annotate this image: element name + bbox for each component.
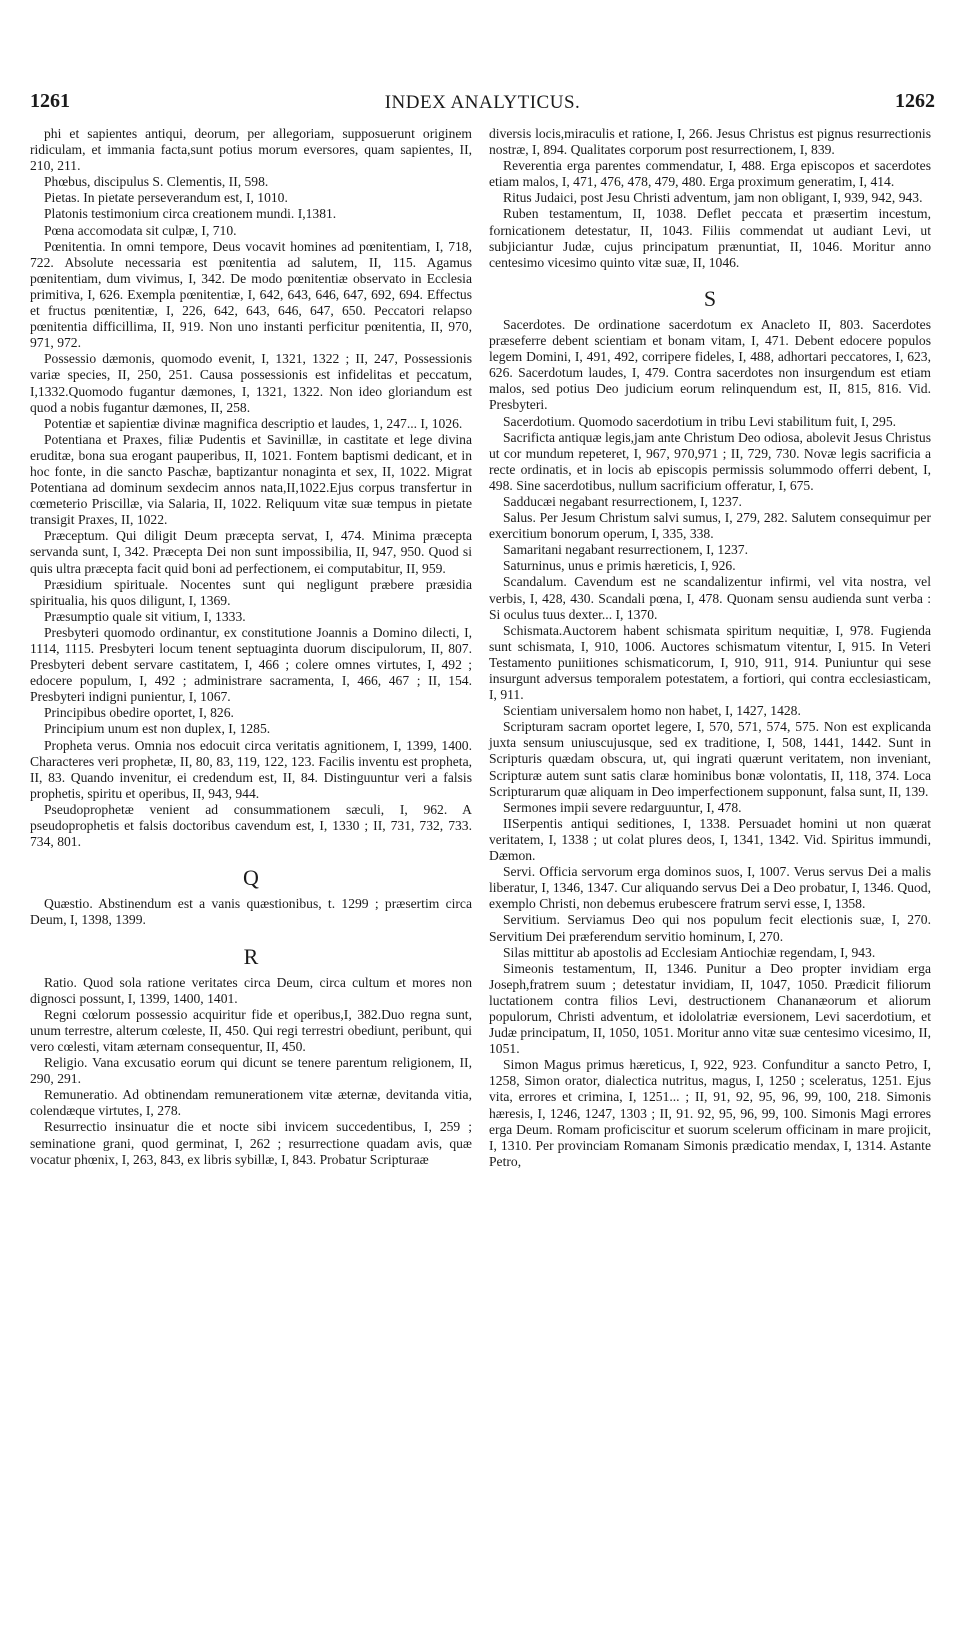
index-entry: Ruben testamentum, II, 1038. Deflet peccata et præsertim incestum, fornicationem detestatur, II, 1043. Filiis commendat ut audiant Levi, ut subjiciantur Judæ, cujus principatum prænuntiat, II, 1046. Moritur anno centesimo vicesimo quinto vitæ suæ, II, 1046. <box>489 206 931 270</box>
index-entry: Servitium. Serviamus Deo qui nos populum fecit electionis suæ, I, 270. Servitium Dei præferendum servitio hominum, I, 270. <box>489 912 931 944</box>
index-entry: Pseudoprophetæ venient ad consummationem sæculi, I, 962. A pseudoprophetis et falsis doctoribus cavendum est, I, 1330 ; II, 731, 732, 733. 734, 801. <box>30 801 472 850</box>
index-entry: Ritus Judaici, post Jesu Christi adventum, jam non obligant, I, 939, 942, 943. <box>503 190 923 206</box>
running-title: INDEX ANALYTICUS. <box>384 92 581 113</box>
running-header <box>30 90 935 116</box>
index-entry: Sermones impii severe redarguuntur, I, 478. <box>503 799 742 815</box>
index-entry: Possessio dæmonis, quomodo evenit, I, 1321, 1322 ; II, 247, Possessionis variæ species, II, 250, 251. Causa possessionis est infidelitas et peccatum, I,1332.Quomodo fugantur dæmones, I, 1321, 1322. Non ideo gloriandum est quod a nobis fugantur dæmones, II, 258. <box>30 351 472 415</box>
section-letter-q: Q <box>243 865 259 891</box>
section-letter-s: S <box>703 285 717 311</box>
index-entry: Pietas. In pietate perseverandum est, I, 1010. <box>44 190 288 206</box>
index-entry: Phœbus, discipulus S. Clementis, II, 598. <box>44 174 269 190</box>
index-entry-continued: diversis locis,miraculis et ratione, I, 266. Jesus Christus est pignus resurrectionis nostræ, I, 894. Qualitates corporum post resurrectionem, I, 839. <box>489 126 931 158</box>
index-entry: Silas mittitur ab apostolis ad Ecclesiam Antiochiæ regendam, I, 943. <box>503 944 876 960</box>
index-entry: Simon Magus primus hæreticus, I, 922, 923. Confunditur a sancto Petro, I, 1258, Simon orator, dialectica nutritus, magus, I, 1250 ; sceleratus, 1251. Ejus vita, errores et crimina, I, 1251... ; II, 91, 92, 95, 96, 99, 100, 218. Simonis hæresis, I, 1246, 1247, 1303 ; II, 91. 92, 95, 96, 99, 100. Simonis Magi errores erga Deum. Romam proficiscitur et suorum scelerum officinam in mare projicit, I, 1310. Per provinciam Romanam Simonis prædicatio mendax, I, 1314. Astante Petro, <box>489 1057 931 1169</box>
section-letter-r: R <box>243 943 259 969</box>
index-entry: Præsumptio quale sit vitium, I, 1333. <box>44 608 246 624</box>
index-entry: Scandalum. Cavendum est ne scandalizentur infirmi, vel vita nostra, vel verbis, I, 428, 430. Scandali pœna, I, 478. Quonam sensu audienda sunt verba : Si oculus tuus dexter... I, 1370. <box>489 574 931 622</box>
index-entry: Regni cœlorum possessio acquiritur fide et operibus,I, 382.Duo regna sunt, unum terrestre, alterum cœleste, II, 450. Qui regi terrestri obediunt, peribunt, qui vero cœlesti, vitam æternam consequentur, II, 450. <box>30 1006 472 1054</box>
page-number-right: 1262 <box>895 90 935 112</box>
entries-q <box>30 896 472 928</box>
index-entry: Sacerdotes. De ordinatione sacerdotum ex Anacleto II, 803. Sacerdotes præseferre debent scientiam et bonam vitam, I, 471. Debent edocere populos legem Domini, I, 491, 492, corripere fideles, I, 488, adhortari peccatores, I, 623, 626. Sacerdotum laudes, I, 479. Contra sacerdotes non insurgendum est etiam malos, sed potius Deo judicium eorum relinquendum est, II, 815, 816. Vid. Presbyteri. <box>489 316 931 413</box>
index-entry: Servi. Officia servorum erga dominos suos, I, 1007. Verus servus Dei a malis liberatur, I, 1346, 1347. Cur aliquando servus Dei a Deo probatur, I, 1346. Quod, exemplo Christi, non debemus erubescere fratrum servi esse, I, 1358. <box>489 864 931 912</box>
page-number-left: 1261 <box>30 90 70 112</box>
index-entry: Presbyteri quomodo ordinantur, ex constitutione Joannis a Domino dilecti, I, 1114, 1115. Presbyteri locum tenent septuaginta duorum discipulorum, II, 807. Presbyteri debent servare castitatem, I, 466 ; colere omnes virtutes, I, 492 ; edocere populum, I, 492 ; administrare sacramenta, I, 466, 467 ; II, 154. Presbyteri indigni punientur, I, 1067. <box>30 624 472 705</box>
index-entry: Principibus obedire oportet, I, 826. <box>44 705 234 721</box>
index-entry: Potentiæ et sapientiæ divinæ magnifica descriptio et laudes, 1, 247... I, 1026. <box>44 415 463 431</box>
index-entry: Pœna accomodata sit culpæ, I, 710. <box>44 222 237 238</box>
index-entry: Pœnitentia. In omni tempore, Deus vocavit homines ad pœnitentiam, I, 718, 722. Absolute necessaria est pœnitentia ad salutem, II, 115. Agamus pœnitentiam, dum vivimus, I, 342. De modo pœnitentiæ observato in Ecclesia primitiva, I, 626. Exempla pœnitentiæ, I, 642, 643, 646, 647, 692, 694. Effectus et fructus pœnitentiæ, I, 226, 642, 643, 646, 647, 650. Peccatori relapso pœnitentia difficillima, II, 919. Non uno instanti perficitur pœnitentia, II, 970, 971, 972. <box>30 238 472 351</box>
entries-r-continued <box>489 126 931 271</box>
index-entry: Potentiana et Praxes, filiæ Pudentis et Savinillæ, in castitate et lege divina eruditæ, bona sua erogant pauperibus, II, 1021. Fontem baptismi dedicant, et in hoc fonte, in die sancto Paschæ, baptizantur nonaginta et sex, II, 1022. Migrat Potentiana ad dominum sexdecim annos nata,II,1022.Ejus corpus transfertur in cœmeterio Priscillæ, via Salaria, II, 1022. Reliquum vitæ suæ tempus in pietate transigit Praxes, II, 1022. <box>30 431 472 528</box>
index-entry: Platonis testimonium circa creationem mundi. I,1381. <box>44 206 337 222</box>
index-entry: Remuneratio. Ad obtinendam remunerationem vitæ æternæ, devitanda vitia, colendæque virtutes, I, 278. <box>30 1087 472 1119</box>
index-entry: Simeonis testamentum, II, 1346. Punitur a Deo propter invidiam erga Joseph,fratrem suum ; detestatur invidiam, II, 1047, 1050. Prædicit filiorum luctationem contra filios Levi, destructionem Chananæorum et aliorum populorum, Christi adventum, et idololatriæ eversionem, Levi sacerdotium, et Judæ principatum, II, 1050, 1051. Moritur anno vitæ suæ centesimo vicesimo, II, 1051. <box>489 960 931 1057</box>
index-entry: Scripturam sacram oportet legere, I, 570, 571, 574, 575. Non est explicanda juxta sensum uniuscujusque, sed ex traditione, I, 508, 1441, 1442. Sunt in Scripturis quædam obscura, ut, qui ingrati quærunt veritatem, non inveniant, Scripturæ autem sunt satis claræ hominibus bonæ volontatis, II, 118, 374. Loca Scripturarum quæ aliquam in Deo imperfectionem supponunt, falsa sunt, II, 139. <box>489 719 931 799</box>
index-entry: Propheta verus. Omnia nos edocuit circa veritatis agnitionem, I, 1399, 1400. Characteres veri prophetæ, II, 80, 83, 119, 122, 123. Facilis inventu est propheta, II, 83. Quando invenitur, ei credendum est, II, 84. Distinguuntur veri a falsis prophetis, spiritu et operibus, II, 943, 944. <box>30 737 472 801</box>
index-entry: Schismata.Auctorem habent schismata spiritum nequitiæ, I, 978. Fugienda sunt schismata, I, 910, 1006. Auctores schismatum vitentur, I, 915. In Veteri Testamento puniitiones schismaticorum, I, 910, 911, 914. Puniuntur qui sese insurgunt adversus temporalem potestatem, a fortiori, qui contra ecclesiasticam, I, 911. <box>489 622 931 703</box>
index-entry: phi et sapientes antiqui, deorum, per allegoriam, supposuerunt originem ridiculam, et immania facta,sunt potius morum eversores, quam sapientes, II, 210, 211. <box>30 126 472 174</box>
index-entry: Saturninus, unus e primis hæreticis, I, 926. <box>503 558 736 574</box>
index-entry: Principium unum est non duplex, I, 1285. <box>44 721 271 737</box>
index-entry: Samaritani negabant resurrectionem, I, 1237. <box>503 542 748 558</box>
entries-p <box>30 126 472 850</box>
index-entry: Scientiam universalem homo non habet, I, 1427, 1428. <box>503 703 801 719</box>
right-column <box>489 126 931 1170</box>
index-entry: Præceptum. Qui diligit Deum præcepta servat, I, 474. Minima præcepta servanda sunt, I, 342. Præcepta Dei non sunt impossibilia, II, 947, 950. Quod si quis ultra præcepta facit quid boni ad perfectionem, ei computabitur, II, 959. <box>30 528 472 576</box>
index-entry: Sadducæi negabant resurrectionem, I, 1237. <box>503 493 742 509</box>
entries-s <box>489 317 931 1170</box>
index-entry: Quæstio. Abstinendum est a vanis quæstionibus, t. 1299 ; præsertim circa Deum, I, 1398, 1399. <box>30 896 472 928</box>
index-entry: Præsidium spirituale. Nocentes sunt qui negligunt præbere præsidia spiritualia, his quos diligunt, I, 1369. <box>30 576 472 608</box>
entries-r <box>30 975 472 1168</box>
index-entry: Salus. Per Jesum Christum salvi sumus, I, 279, 282. Salutem consequimur per exercitium bonorum operum, I, 335, 338. <box>489 510 931 542</box>
left-column <box>30 126 472 1168</box>
index-entry: Resurrectio insinuatur die et nocte sibi invicem succedentibus, I, 259 ; seminatione grani, quod germinat, I, 262 ; resurrectione quadam avis, quæ vocatur phœnix, I, 263, 843, ex libris sybillæ, I, 843. Probatur Scripturaæ <box>30 1119 472 1167</box>
index-entry: Religio. Vana excusatio eorum qui dicunt se tenere parentum religionem, II, 290, 291. <box>30 1055 472 1087</box>
index-entry: Sacerdotium. Quomodo sacerdotium in tribu Levi stabilitum fuit, I, 295. <box>503 413 897 429</box>
index-entry: IISerpentis antiqui seditiones, I, 1338. Persuadet homini ut non quærat veritatem, I, 1338 ; ut colat plures deos, I, 1341, 1342. Vid. Spiritus immundi, Dæmon. <box>489 815 931 864</box>
index-entry: Ratio. Quod sola ratione veritates circa Deum, circa cultum et mores non dignosci possunt, I, 1399, 1400, 1401. <box>30 974 472 1006</box>
index-entry: Reverentia erga parentes commendatur, I, 488. Erga episcopos et sacerdotes etiam malos, I, 471, 476, 478, 479, 480. Erga proximum generatim, I, 414. <box>489 158 931 190</box>
index-entry: Sacrificta antiquæ legis,jam ante Christum Deo odiosa, abolevit Jesus Christus ut cor mundum repeteret, I, 967, 970,971 ; II, 729, 730. Novæ legis sacrificia a recte ordinatis, et in locis ab episcopis permissis solummodo offerri debent, I, 498. Sine sacerdotibus, nullum sacrificium offeratur, I, 675. <box>489 429 931 493</box>
